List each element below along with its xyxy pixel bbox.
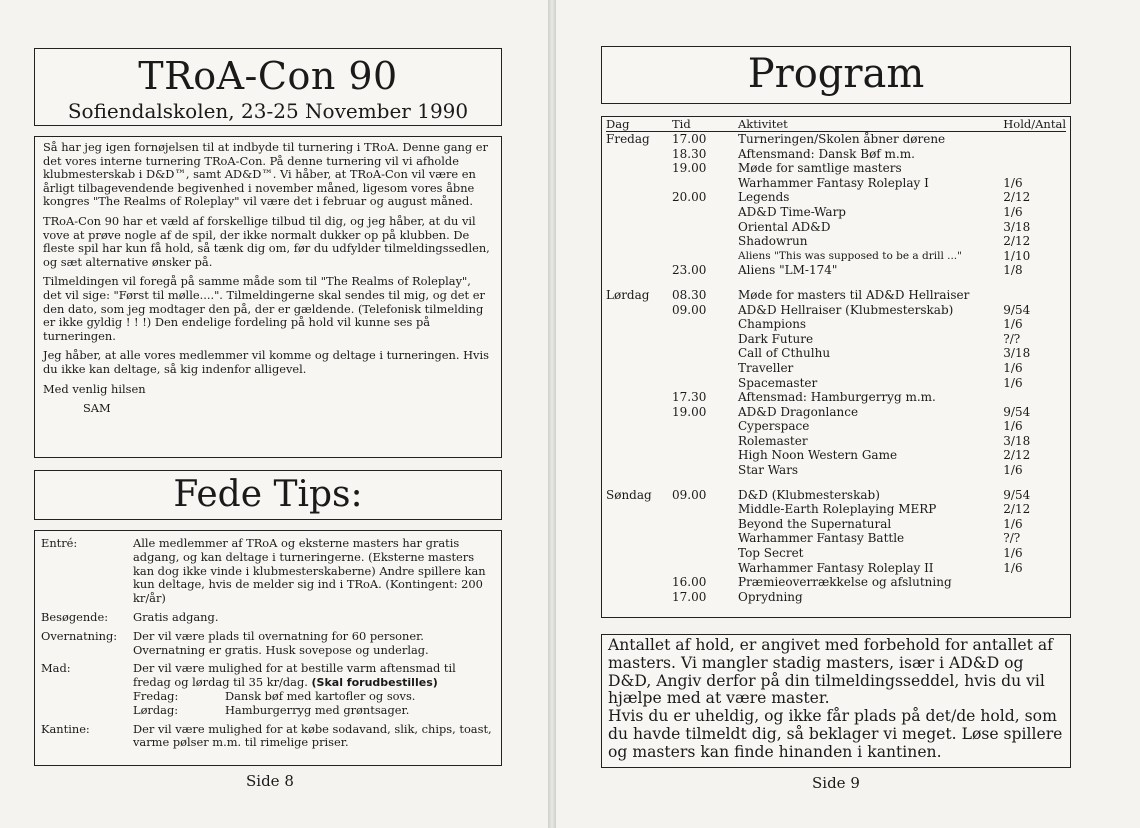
day-separator	[606, 478, 1066, 488]
cell-time	[672, 376, 738, 391]
cell-activity: Beyond the Supernatural	[738, 516, 892, 531]
cell-count: 2/12	[1003, 502, 1031, 517]
cell-time	[672, 317, 738, 332]
cell-time	[672, 234, 738, 249]
cell-day	[606, 249, 672, 264]
cell-count: 1/8	[1003, 263, 1023, 278]
table-row	[606, 390, 1066, 405]
cell-time	[672, 249, 738, 264]
cell-activity: Aftensmad: Hamburgerryg m.m.	[738, 390, 936, 405]
cell-day	[606, 502, 672, 517]
table-row	[606, 288, 1066, 303]
cell-day	[606, 434, 672, 449]
tip-overnatning	[41, 630, 495, 658]
cell-time	[672, 448, 738, 463]
table-row	[606, 488, 1066, 503]
cell-count: 1/6	[1003, 375, 1023, 390]
cell-day	[606, 561, 672, 576]
cell-count: 1/6	[1003, 175, 1023, 190]
cell-activity: Traveller	[738, 360, 794, 375]
cell-day	[606, 590, 672, 605]
cell-count: 1/6	[1003, 419, 1023, 434]
program-table	[606, 117, 1066, 604]
cell-time	[672, 332, 738, 347]
header-time: Tid	[672, 117, 738, 132]
program-table-box	[601, 116, 1071, 618]
meal-dish: Dansk bøf med kartofler og sovs.	[225, 688, 416, 703]
cell-activity: Spacemaster	[738, 375, 818, 390]
tip-text	[133, 662, 495, 717]
invitation-letter	[34, 136, 502, 458]
cell-count	[1003, 288, 1066, 303]
cell-time	[672, 502, 738, 517]
cell-time	[672, 205, 738, 220]
cell-day	[606, 205, 672, 220]
cell-activity: Warhammer Fantasy Battle	[738, 531, 905, 546]
cell-count: 1/6	[1003, 204, 1023, 219]
cell-time: 16.00	[672, 575, 707, 590]
cell-activity: Aliens "This was supposed to be a drill ..."	[738, 249, 962, 262]
cell-activity: Oriental AD&D	[738, 219, 831, 234]
cell-time: 09.00	[672, 302, 707, 317]
cell-activity: Dark Future	[738, 331, 814, 346]
cell-time	[672, 176, 738, 191]
program-note	[601, 634, 1071, 768]
program-rows	[606, 132, 1066, 605]
table-row	[606, 317, 1066, 332]
table-row	[606, 147, 1066, 162]
note-paragraph: Antallet af hold, er angivet med forbehold for antallet af masters. Vi mangler stadig masters, især i AD&D og D&D, Angiv derfor på din tilmeldingsseddel, hvis du vil hjælpe med at være master.	[608, 636, 1053, 708]
cell-count	[1003, 390, 1066, 405]
table-row	[606, 502, 1066, 517]
tip-mad	[41, 662, 495, 717]
cell-time: 20.00	[672, 190, 707, 205]
cell-activity: Aliens "LM-174"	[738, 263, 838, 278]
table-row	[606, 448, 1066, 463]
cell-count	[1003, 161, 1066, 176]
event-title-box	[34, 48, 502, 126]
letter-paragraph: Tilmeldingen vil foregå på samme måde som til "The Realms of Roleplay", det vil sige: "Først til mølle....". Tilmeldingerne skal sendes til mig, og det er den dato, som jeg modtager den på, der er gældende. (Telefonisk tilmelding er ikke gyldig ! ! !) Den endelige fordeling på hold vil kunne ses på turneringen.	[43, 274, 485, 343]
cell-activity: AD&D Hellraiser (Klubmesterskab)	[738, 302, 954, 317]
cell-day	[606, 448, 672, 463]
cell-time: 08.30	[672, 287, 707, 302]
table-row	[606, 590, 1066, 605]
cell-activity: Aftensmand: Dansk Bøf m.m.	[738, 146, 915, 161]
cell-time: 17.00	[672, 132, 707, 146]
cell-count: 1/6	[1003, 516, 1023, 531]
letter-signature: SAM	[83, 401, 111, 416]
cell-day	[606, 346, 672, 361]
cell-activity: Oprydning	[738, 589, 803, 604]
cell-time: 23.00	[672, 263, 707, 278]
cell-time: 17.00	[672, 589, 707, 604]
cell-time	[672, 434, 738, 449]
event-subtitle: Sofiendalskolen, 23-25 November 1990	[67, 99, 469, 123]
cell-time	[672, 561, 738, 576]
cell-time: 19.00	[672, 161, 707, 176]
table-header-row	[606, 117, 1066, 132]
tip-text: Der vil være mulighed for at købe sodavand, slik, chips, toast, varme pølser m.m. til rimelige priser.	[133, 721, 492, 750]
letter-paragraph: Så har jeg igen fornøjelsen til at indbyde til turnering i TRoA. Denne gang er det vores interne turnering TRoA-Con. På denne turnering vil vi afholde klubmesterskab i D&D™, samt AD&D™. Vi håber, at TRoA-Con vil være en årligt tilbagevendende begivenhed i november måned, ligesom vores åbne kongres "The Realms of Roleplay" vil være det i februar og august måned.	[43, 140, 488, 209]
letter-paragraph: Jeg håber, at alle vores medlemmer vil komme og deltage i turneringen. Hvis du ikke kan deltage, så kig indenfor alligevel.	[43, 348, 489, 376]
cell-time	[672, 419, 738, 434]
cell-day	[606, 419, 672, 434]
cell-count: 2/12	[1003, 234, 1031, 249]
cell-day: Fredag	[606, 132, 650, 146]
cell-count: 1/6	[1003, 463, 1023, 478]
cell-activity: Middle-Earth Roleplaying MERP	[738, 502, 937, 517]
cell-day	[606, 317, 672, 332]
cell-activity: High Noon Western Game	[738, 448, 898, 463]
book-gutter	[548, 0, 556, 828]
cell-count	[1003, 590, 1066, 605]
cell-activity: AD&D Time-Warp	[738, 204, 846, 219]
cell-count: 1/10	[1003, 248, 1031, 263]
cell-activity: D&D (Klubmesterskab)	[738, 487, 880, 502]
meal-day: Fredag:	[133, 688, 179, 703]
cell-count: ?/?	[1003, 531, 1021, 546]
cell-time	[672, 517, 738, 532]
cell-day	[606, 463, 672, 478]
cell-count	[1003, 147, 1066, 162]
cell-activity: Præmieoverrækkelse og afslutning	[738, 575, 952, 590]
cell-activity: Warhammer Fantasy Roleplay II	[738, 560, 934, 575]
note-paragraph: Hvis du er uheldig, og ikke får plads på det/de hold, som du havde tilmeldt dig, så beklager vi meget. Løse spillere og masters kan finde hinanden i kantinen.	[608, 707, 1063, 761]
table-row	[606, 161, 1066, 176]
tip-text: Alle medlemmer af TRoA og eksterne masters har gratis adgang, og kan deltage i turneringerne. (Eksterne masters kan dog ikke vinde i klubmesterskaberne) Andre spillere kan kun deltage, hvis de melder sig ind i TRoA. (Kontingent: 200 kr/år)	[133, 536, 486, 606]
cell-activity: Rolemaster	[738, 433, 808, 448]
cell-activity: AD&D Dragonlance	[738, 404, 859, 419]
cell-count: 3/18	[1003, 346, 1031, 361]
table-row	[606, 546, 1066, 561]
cell-time: 19.00	[672, 404, 707, 419]
cell-activity: Cyperspace	[738, 419, 810, 434]
cell-day	[606, 390, 672, 405]
cell-count: 3/18	[1003, 219, 1031, 234]
cell-count: 1/6	[1003, 546, 1023, 561]
letter-closing: Med venlig hilsen	[43, 381, 146, 396]
cell-activity: Champions	[738, 317, 807, 332]
tip-kantine	[41, 723, 495, 751]
cell-day: Søndag	[606, 487, 652, 502]
table-row	[606, 303, 1066, 318]
cell-time	[672, 361, 738, 376]
page-number-left: Side 8	[246, 772, 294, 790]
header-day: Dag	[606, 117, 672, 132]
table-row	[606, 405, 1066, 420]
cell-activity: Møde for samtlige masters	[738, 161, 902, 176]
cell-day	[606, 176, 672, 191]
tip-besogende	[41, 611, 495, 625]
header-activity: Aktivitet	[738, 117, 1003, 132]
table-row	[606, 220, 1066, 235]
cell-day	[606, 517, 672, 532]
cell-activity: Shadowrun	[738, 234, 808, 249]
cell-day: Lørdag	[606, 287, 650, 302]
table-row	[606, 190, 1066, 205]
table-row	[606, 575, 1066, 590]
cell-activity: Legends	[738, 190, 790, 205]
table-row	[606, 517, 1066, 532]
table-row	[606, 361, 1066, 376]
table-row	[606, 176, 1066, 191]
day-separator	[606, 278, 1066, 288]
cell-count: 1/6	[1003, 317, 1023, 332]
cell-time	[672, 546, 738, 561]
cell-day	[606, 220, 672, 235]
cell-count: 2/12	[1003, 448, 1031, 463]
table-row	[606, 561, 1066, 576]
mad-text: Der vil være mulighed for at bestille varm aftensmad til fredag og lørdag til 35 kr/dag.	[133, 661, 456, 690]
cell-day	[606, 161, 672, 176]
cell-count: 9/54	[1003, 404, 1031, 419]
tip-label: Kantine:	[41, 721, 90, 736]
table-row	[606, 346, 1066, 361]
cell-day	[606, 361, 672, 376]
tip-label: Mad:	[41, 661, 71, 676]
tip-label: Besøgende:	[41, 609, 109, 624]
cell-day	[606, 147, 672, 162]
table-row	[606, 434, 1066, 449]
table-row	[606, 419, 1066, 434]
mad-preorder-note: (Skal forudbestilles)	[311, 676, 438, 690]
tip-text: Gratis adgang.	[133, 609, 219, 624]
tip-label: Overnatning:	[41, 628, 118, 643]
page-number-right: Side 9	[812, 774, 860, 792]
cell-activity: Call of Cthulhu	[738, 346, 831, 361]
cell-day	[606, 531, 672, 546]
cell-time	[672, 463, 738, 478]
cell-time: 18.30	[672, 146, 707, 161]
cell-day	[606, 376, 672, 391]
cell-count: 2/12	[1003, 190, 1031, 205]
table-row	[606, 234, 1066, 249]
cell-time	[672, 531, 738, 546]
cell-activity: Star Wars	[738, 463, 799, 478]
cell-count	[1003, 575, 1066, 590]
cell-time	[672, 346, 738, 361]
tip-label: Entré:	[41, 536, 78, 550]
program-title: Program	[601, 46, 1071, 104]
cell-activity: Turneringen/Skolen åbner dørene	[738, 132, 946, 146]
cell-count: 1/6	[1003, 360, 1023, 375]
table-row	[606, 332, 1066, 347]
header-count: Hold/Antal	[1003, 117, 1066, 131]
tip-text: Der vil være plads til overnatning for 60 personer. Overnatning er gratis. Husk sovepose og underlag.	[133, 628, 429, 657]
tip-entre	[41, 537, 495, 606]
table-row	[606, 249, 1066, 264]
cell-activity: Møde for masters til AD&D Hellraiser	[738, 287, 970, 302]
tips-title: Fede Tips:	[34, 470, 502, 520]
table-row	[606, 376, 1066, 391]
meal-saturday	[133, 704, 495, 718]
table-row	[606, 132, 1066, 147]
cell-count: ?/?	[1003, 331, 1021, 346]
cell-day	[606, 234, 672, 249]
cell-count: 9/54	[1003, 487, 1031, 502]
cell-day	[606, 575, 672, 590]
event-title: TRoA-Con 90	[138, 54, 398, 98]
cell-activity: Warhammer Fantasy Roleplay I	[738, 175, 929, 190]
meal-friday	[133, 690, 495, 704]
letter-paragraph: TRoA-Con 90 har et væld af forskellige tilbud til dig, og jeg håber, at du vil vove at prøve nogle af de spil, der ikke normalt dukker op på klubben. De fleste spil har kun få hold, så tænk dig om, før du udfylder tilmeldingssedlen, og sæt alternative ønsker på.	[43, 213, 490, 269]
cell-day	[606, 190, 672, 205]
cell-activity: Top Secret	[738, 546, 804, 561]
cell-count: 3/18	[1003, 433, 1031, 448]
meal-dish: Hamburgerryg med grøntsager.	[225, 702, 410, 717]
cell-count: 1/6	[1003, 560, 1023, 575]
table-row	[606, 263, 1066, 278]
table-row	[606, 463, 1066, 478]
table-row	[606, 531, 1066, 546]
cell-time	[672, 220, 738, 235]
cell-count	[1003, 132, 1066, 147]
cell-time: 17.30	[672, 390, 707, 405]
cell-day	[606, 332, 672, 347]
cell-day	[606, 405, 672, 420]
tips-list	[34, 530, 502, 766]
table-row	[606, 205, 1066, 220]
cell-day	[606, 263, 672, 278]
cell-day	[606, 303, 672, 318]
cell-count: 9/54	[1003, 302, 1031, 317]
meal-day: Lørdag:	[133, 702, 179, 717]
cell-day	[606, 546, 672, 561]
cell-time: 09.00	[672, 487, 707, 502]
